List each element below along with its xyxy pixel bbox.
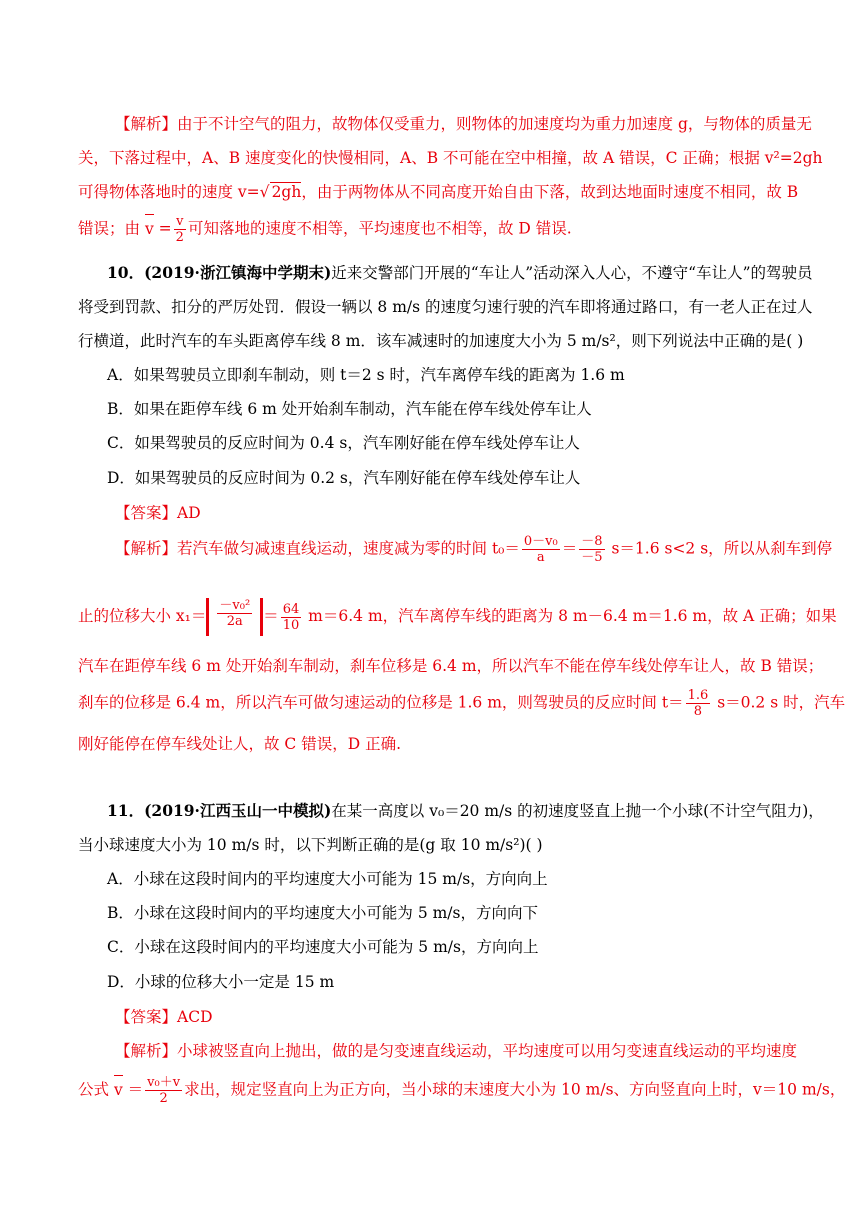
option-c: C．小球在这段时间内的平均速度大小可能为 5 m/s，方向向上 <box>107 938 539 956</box>
text: 错误；由 <box>78 219 141 238</box>
q10-analysis-line-3: 汽车在距停车线 6 m 处开始刹车制动，刹车位移是 6.4 m，所以汽车不能在停车线处停车让人，故 B 错误； <box>78 657 824 675</box>
denominator: a <box>536 550 545 565</box>
text: 刹车的位移是 6.4 m，所以汽车可做匀速运动的位移是 1.6 m，则驾驶员的反应时间 t＝ <box>78 693 684 712</box>
equals: ＝ <box>127 1080 144 1099</box>
denominator: 8 <box>693 704 703 719</box>
denominator: 2a <box>226 614 243 629</box>
text: 公式 <box>78 1080 110 1099</box>
sqrt-expression: 2gh <box>271 183 302 201</box>
mean-velocity-symbol: v <box>144 219 154 238</box>
fraction <box>686 688 711 719</box>
mean-velocity-symbol: v <box>113 1080 123 1099</box>
text: s＝1.6 s<2 s，所以从刹车到停 <box>611 539 833 558</box>
option-d: D．如果驾驶员的反应时间为 0.2 s，汽车刚好能在停车线处停车让人 <box>107 469 581 487</box>
analysis-line-3: 可得物体落地时的速度 v=√ 2gh，由于两物体从不同高度开始自由下落，故到达地面时速度不相同，故 B <box>78 183 799 201</box>
question-11-line-1 <box>107 799 824 821</box>
question-10-line-1 <box>107 261 813 283</box>
question-source: (2019·江西玉山一中模拟) <box>144 801 332 820</box>
text: m＝6.4 m，汽车离停车线的距离为 8 m－6.4 m＝1.6 m，故 A 正确；如果 <box>308 607 837 625</box>
analysis-line-1 <box>115 112 812 134</box>
denominator: 2 <box>159 1091 168 1106</box>
question-10-line-3: 行横道，此时汽车的车头距离停车线 8 m．该车减速时的加速度大小为 5 m/s²，则下列说法中正确的是( ) <box>78 332 804 350</box>
question-number: 10． <box>107 263 145 282</box>
analysis-line-2: 关，下落过程中，A、B 速度变化的快慢相同，A、B 不可能在空中相撞，故 A 错误，C 正确；根据 v²=2gh <box>78 149 823 167</box>
option-b: B．如果在距停车线 6 m 处开始刹车制动，汽车能在停车线处停车让人 <box>107 400 592 418</box>
q10-analysis-line-5: 刚好能停在停车线处让人，故 C 错误，D 正确. <box>78 735 401 753</box>
question-source: (2019·浙江镇海中学期末) <box>144 263 332 282</box>
question-text: 近来交警部门开展的“车让人”活动深入人心，不遵守“车让人”的驾驶员 <box>331 264 813 282</box>
text: 若汽车做匀减速直线运动，速度减为零的时间 t₀＝ <box>177 539 520 558</box>
option-c: C．如果驾驶员的反应时间为 0.4 s，汽车刚好能在停车线处停车让人 <box>107 434 580 452</box>
q10-analysis-line-4 <box>78 688 845 719</box>
analysis-text: 由于不计空气的阻力，故物体仅受重力，则物体的加速度均为重力加速度 g，与物体的质量无 <box>177 115 812 133</box>
question-number: 11． <box>107 801 145 820</box>
analysis-tag: 【解析】 <box>115 1042 178 1060</box>
analysis-tag: 【解析】 <box>115 115 178 133</box>
text: ，由于两物体从不同高度开始自由下落，故到达地面时速度不相同，故 B <box>301 183 799 201</box>
fraction <box>174 214 186 245</box>
denominator: 10 <box>282 617 300 633</box>
equals: ＝ <box>561 539 578 558</box>
q11-analysis-line-2 <box>78 1075 845 1106</box>
option-d: D．小球的位移大小一定是 15 m <box>107 973 335 991</box>
question-10-line-2: 将受到罚款、扣分的严厉处罚．假设一辆以 8 m/s 的速度匀速行驶的汽车即将通过路口，有一老人正在过人 <box>78 298 813 316</box>
question-text: 在某一高度以 v₀＝20 m/s 的初速度竖直上抛一个小球(不计空气阻力)， <box>331 802 824 820</box>
q11-analysis-line-1 <box>115 1039 797 1061</box>
text: s＝0.2 s 时，汽车 <box>717 693 846 712</box>
denominator: －5 <box>581 550 603 565</box>
numerator: －v₀² <box>219 598 251 613</box>
analysis-line-4 <box>78 214 572 245</box>
option-b: B．小球在这段时间内的平均速度大小可能为 5 m/s，方向向下 <box>107 904 538 922</box>
q10-analysis-line-1 <box>115 534 832 565</box>
numerator: －8 <box>581 534 603 549</box>
equals: = <box>158 219 172 238</box>
answer-value: ACD <box>177 1008 213 1026</box>
text: 可知落地的速度不相等，平均速度也不相等，故 D 错误. <box>187 219 572 238</box>
text: 小球被竖直向上抛出，做的是匀变速直线运动，平均速度可以用匀变速直线运动的平均速度 <box>177 1042 798 1060</box>
numerator: v <box>174 214 186 230</box>
option-a: A．小球在这段时间内的平均速度大小可能为 15 m/s，方向向上 <box>107 870 548 888</box>
numerator: 64 <box>282 601 300 617</box>
analysis-tag: 【解析】 <box>115 539 178 558</box>
answer-tag: 【答案】 <box>115 1008 178 1026</box>
answer-line <box>115 1005 213 1027</box>
text: 可得物体落地时的速度 v= <box>78 183 260 201</box>
numerator: v₀＋v <box>147 1075 181 1090</box>
fraction <box>522 534 560 565</box>
fraction <box>145 1075 182 1106</box>
fraction <box>217 598 252 629</box>
denominator: 2 <box>175 230 184 245</box>
text: 止的位移大小 x₁＝ <box>78 607 207 625</box>
option-a: A．如果驾驶员立即刹车制动，则 t＝2 s 时，汽车离停车线的距离为 1.6 m <box>107 366 625 384</box>
equals: ＝ <box>263 607 279 625</box>
answer-value: AD <box>177 504 201 522</box>
answer-line <box>115 501 201 523</box>
numerator: 0－v₀ <box>523 534 558 549</box>
numerator: 1.6 <box>687 688 709 703</box>
fraction <box>281 602 302 633</box>
absolute-value <box>206 598 263 636</box>
text: 求出，规定竖直向上为正方向，当小球的末速度大小为 10 m/s、方向竖直向上时，v＝10 m/s， <box>184 1080 846 1099</box>
question-11-line-2: 当小球速度大小为 10 m/s 时，以下判断正确的是(g 取 10 m/s²)( ) <box>78 836 543 854</box>
fraction <box>579 534 604 565</box>
q10-analysis-line-2 <box>78 598 837 636</box>
answer-tag: 【答案】 <box>115 504 178 522</box>
